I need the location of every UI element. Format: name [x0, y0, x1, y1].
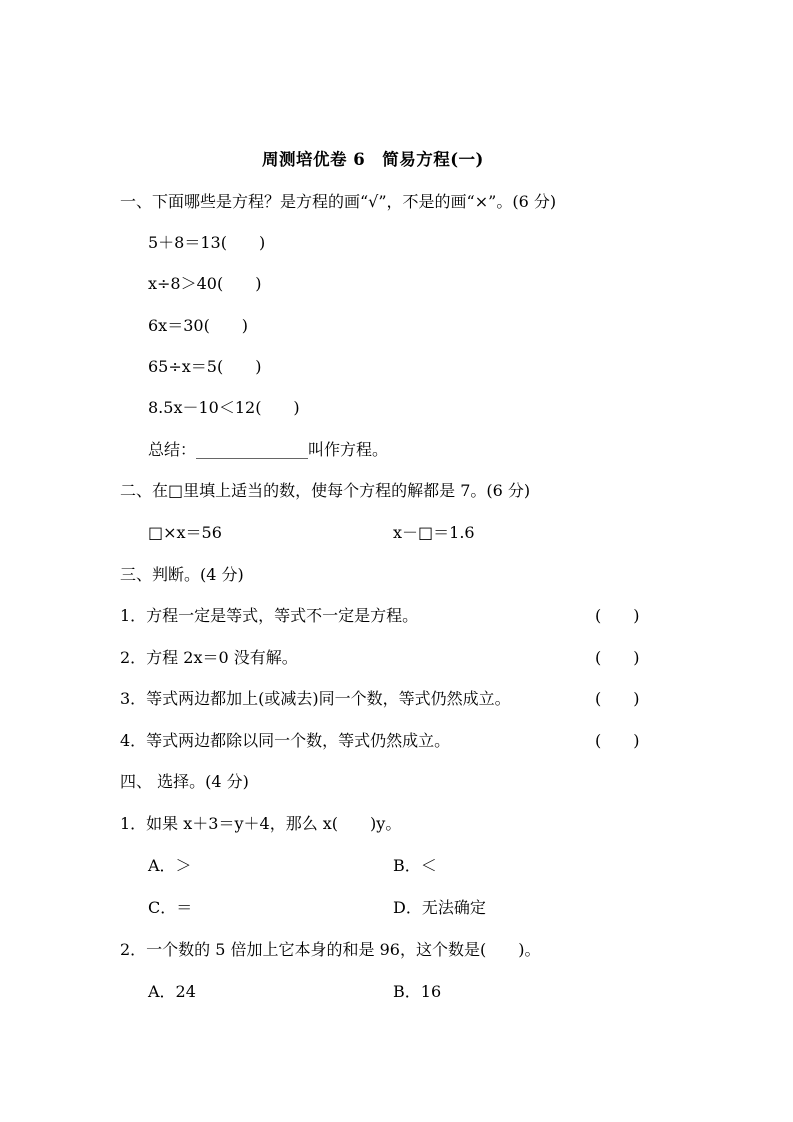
section3-heading: 三、判断。(4 分): [120, 565, 244, 584]
s3-answer-paren-3: ( ): [595, 689, 640, 708]
s4-q1-option-c: C．＝: [148, 898, 193, 917]
page-title: 周测培优卷 6 简易方程(一): [262, 150, 484, 169]
s1-item-5: 8.5x－10＜12( ): [148, 398, 300, 417]
s1-item-4: 65÷x＝5( ): [148, 357, 262, 376]
s4-q2-option-a: A．24: [148, 982, 196, 1001]
s1-item-2: x÷8＞40( ): [148, 274, 262, 293]
s3-item-4: 4．等式两边都除以同一个数，等式仍然成立。: [120, 731, 451, 750]
s4-q1-stem: 1．如果 x＋3＝y＋4，那么 x( )y。: [120, 814, 402, 833]
section4-heading: 四、 选择。(4 分): [120, 772, 249, 791]
s3-item-2: 2．方程 2x＝0 没有解。: [120, 648, 298, 667]
s2-equation-right: x－□＝1.6: [393, 523, 475, 542]
s2-equation-left: □×x＝56: [148, 523, 222, 542]
s4-q1-option-d: D．无法确定: [393, 898, 486, 917]
section2-heading: 二、在□里填上适当的数，使每个方程的解都是 7。(6 分): [120, 481, 531, 500]
s4-q1-option-a: A．＞: [148, 856, 192, 875]
s3-item-1: 1．方程一定是等式，等式不一定是方程。: [120, 606, 419, 625]
s4-q2-stem: 2．一个数的 5 倍加上它本身的和是 96，这个数是( )。: [120, 940, 541, 959]
section1-heading: 一、下面哪些是方程？是方程的画“√”，不是的画“×”。(6 分): [120, 192, 557, 211]
s1-item-3: 6x＝30( ): [148, 316, 249, 335]
s3-item-3: 3．等式两边都加上(或减去)同一个数，等式仍然成立。: [120, 689, 511, 708]
s3-answer-paren-4: ( ): [595, 731, 640, 750]
s1-item-1: 5＋8＝13( ): [148, 233, 266, 252]
s1-summary: 总结：______________叫作方程。: [148, 440, 389, 459]
s3-answer-paren-2: ( ): [595, 648, 640, 667]
s3-answer-paren-1: ( ): [595, 606, 640, 625]
s4-q1-option-b: B．＜: [393, 856, 437, 875]
s4-q2-option-b: B．16: [393, 982, 442, 1001]
